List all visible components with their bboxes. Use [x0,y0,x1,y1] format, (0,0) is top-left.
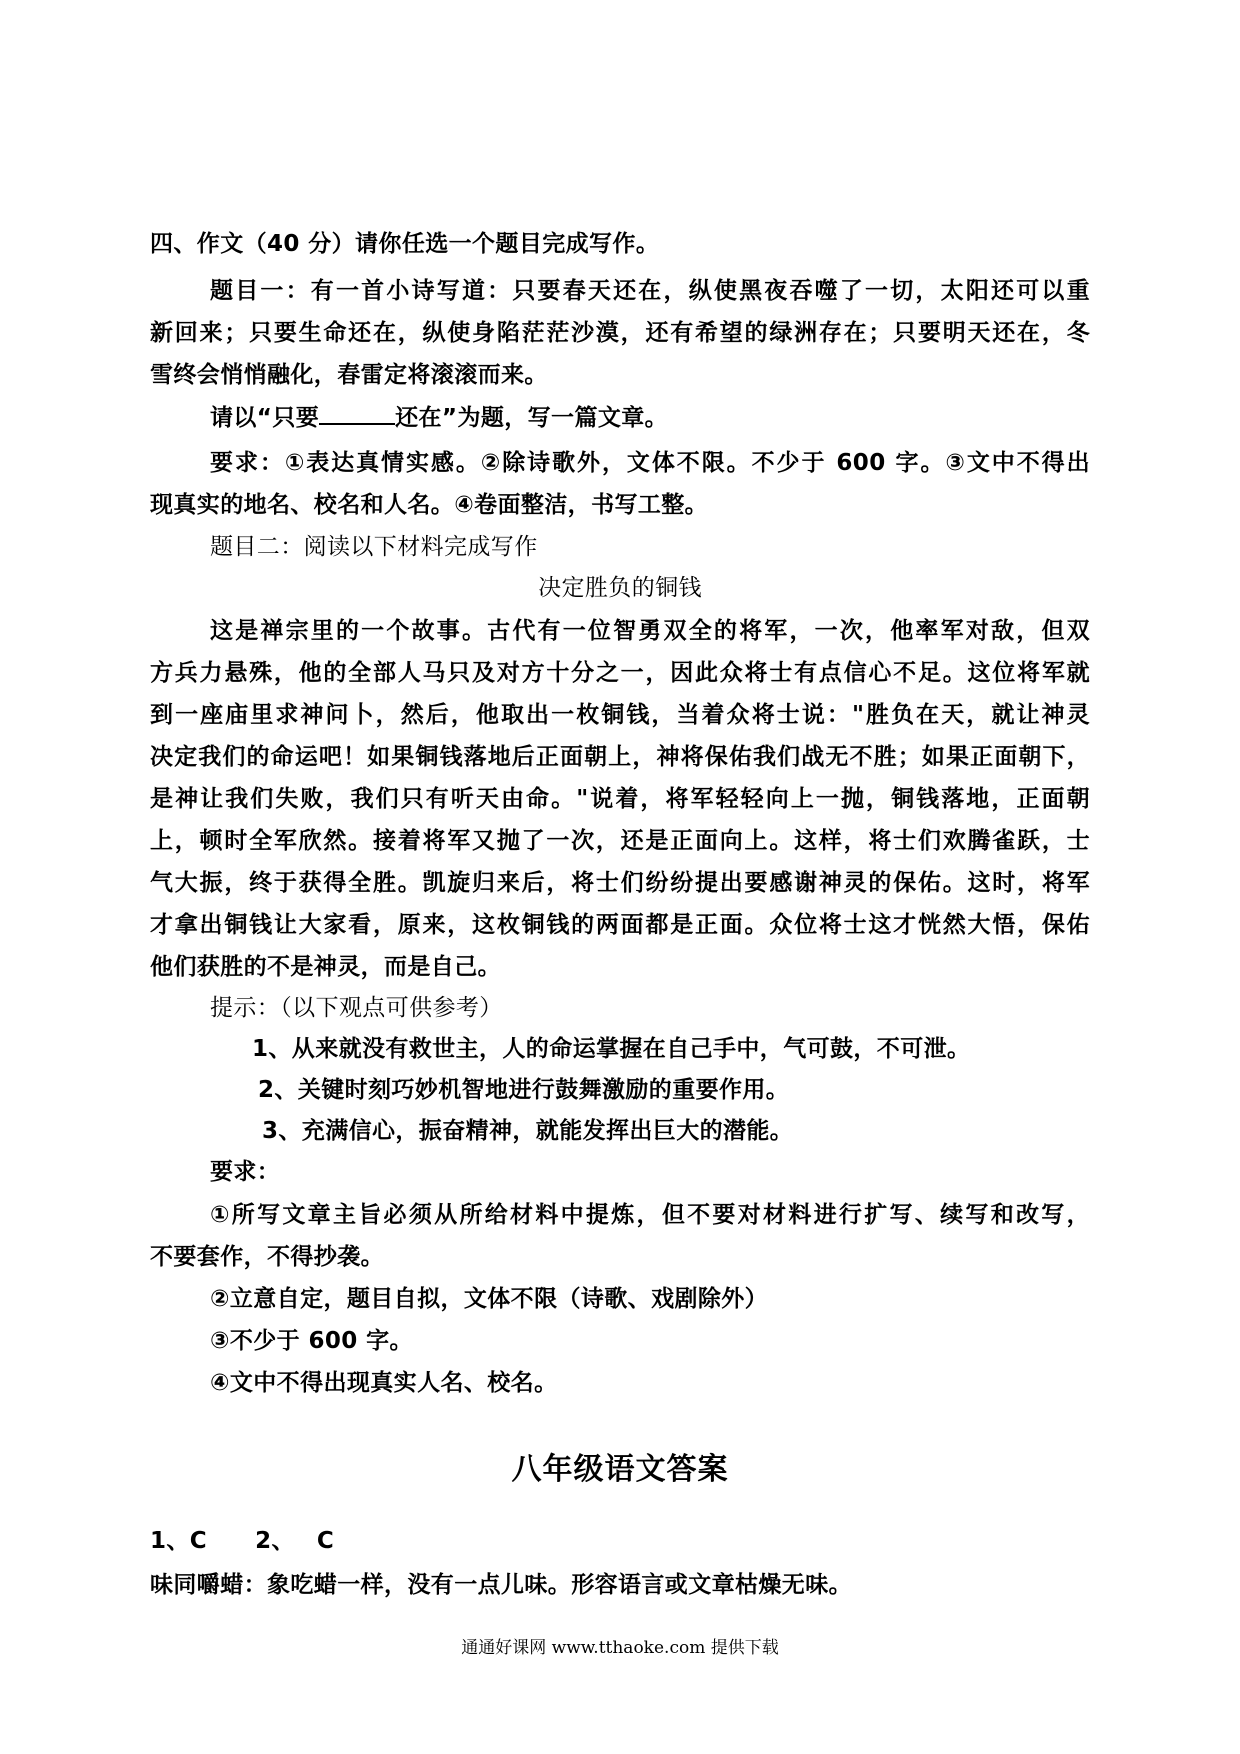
material-line-3: 到一座庙里求神问卜，然后，他取出一枚铜钱，当着众将士说："胜负在天，就让神灵 [150,702,1090,728]
topic1-requirement-1: 要求：①表达真情实感。②除诗歌外，文体不限。不少于 600 字。③文中不得出 [210,450,1090,476]
topic1-prompt [210,403,1090,433]
hint-1: 1、从来就没有救世主，人的命运掌握在自己手中，气可鼓，不可泄。 [252,1036,971,1062]
material-line-6: 上，顿时全军欣然。接着将军又抛了一次，还是正面向上。这样，将士们欢腾雀跃，士 [150,828,1090,854]
topic1-requirement-2: 现真实的地名、校名和人名。④卷面整洁，书写工整。 [150,492,709,518]
material-line-7: 气大振，终于获得全胜。凯旋归来后，将士们纷纷提出要感谢神灵的保佑。这时，将军 [150,870,1090,896]
requirement-1-line-2: 不要套作，不得抄袭。 [150,1244,384,1270]
hint-2: 2、关键时刻巧妙机智地进行鼓舞激励的重要作用。 [258,1077,790,1103]
material-line-9: 他们获胜的不是神灵，而是自己。 [150,954,501,980]
answer-q2: C [316,1528,335,1554]
topic2-intro: 题目二：阅读以下材料完成写作 [210,534,538,560]
material-line-5: 是神让我们失败，我们只有听天由命。"说着，将军轻轻向上一抛，铜钱落地，正面朝 [150,786,1090,812]
prompt-before: 请以“只要 [210,405,320,431]
material-line-2: 方兵力悬殊，他的全部人马只及对方十分之一，因此众将士有点信心不足。这位将军就 [150,660,1090,686]
answer-q2-number: 2、 [255,1528,295,1554]
answer-choices [150,1526,1090,1556]
answer-q1: 1、C [150,1528,208,1554]
section-heading: 四、作文（40 分）请你任选一个题目完成写作。 [150,231,660,257]
hint-3: 3、充满信心，振奋精神，就能发挥出巨大的潜能。 [262,1118,794,1144]
requirements-label: 要求： [210,1159,281,1185]
footer-source: 通通好课网 www.tthaoke.com 提供下载 [461,1638,779,1658]
material-title: 决定胜负的铜钱 [538,575,702,601]
topic1-line-3: 雪终会悄悄融化，春雷定将滚滚而来。 [150,362,548,388]
answer-idiom: 味同嚼蜡：象吃蜡一样，没有一点儿味。形容语言或文章枯燥无味。 [150,1572,852,1598]
requirement-3: ③不少于 600 字。 [210,1328,413,1354]
requirement-4: ④文中不得出现真实人名、校名。 [210,1370,558,1396]
prompt-after: 还在”为题，写一篇文章。 [395,405,669,431]
material-line-1: 这是禅宗里的一个故事。古代有一位智勇双全的将军，一次，他率军对敌，但双 [210,618,1090,644]
topic1-line-1: 题目一：有一首小诗写道：只要春天还在，纵使黑夜吞噬了一切，太阳还可以重 [210,278,1090,304]
material-line-8: 才拿出铜钱让大家看，原来，这枚铜钱的两面都是正面。众位将士这才恍然大悟，保佑 [150,912,1090,938]
requirement-2: ②立意自定，题目自拟，文体不限（诗歌、戏剧除外） [210,1286,769,1312]
requirement-1-line-1: ①所写文章主旨必须从所给材料中提炼，但不要对材料进行扩写、续写和改写， [210,1202,1090,1228]
material-line-4: 决定我们的命运吧！如果铜钱落地后正面朝上，神将保佑我们战无不胜；如果正面朝下， [150,744,1090,770]
answer-title: 八年级语文答案 [511,1452,729,1487]
title-blank [319,403,395,425]
topic1-line-2: 新回来；只要生命还在，纵使身陷茫茫沙漠，还有希望的绿洲存在；只要明天还在，冬 [150,320,1090,346]
hint-label: 提示：（以下观点可供参考） [210,995,503,1021]
